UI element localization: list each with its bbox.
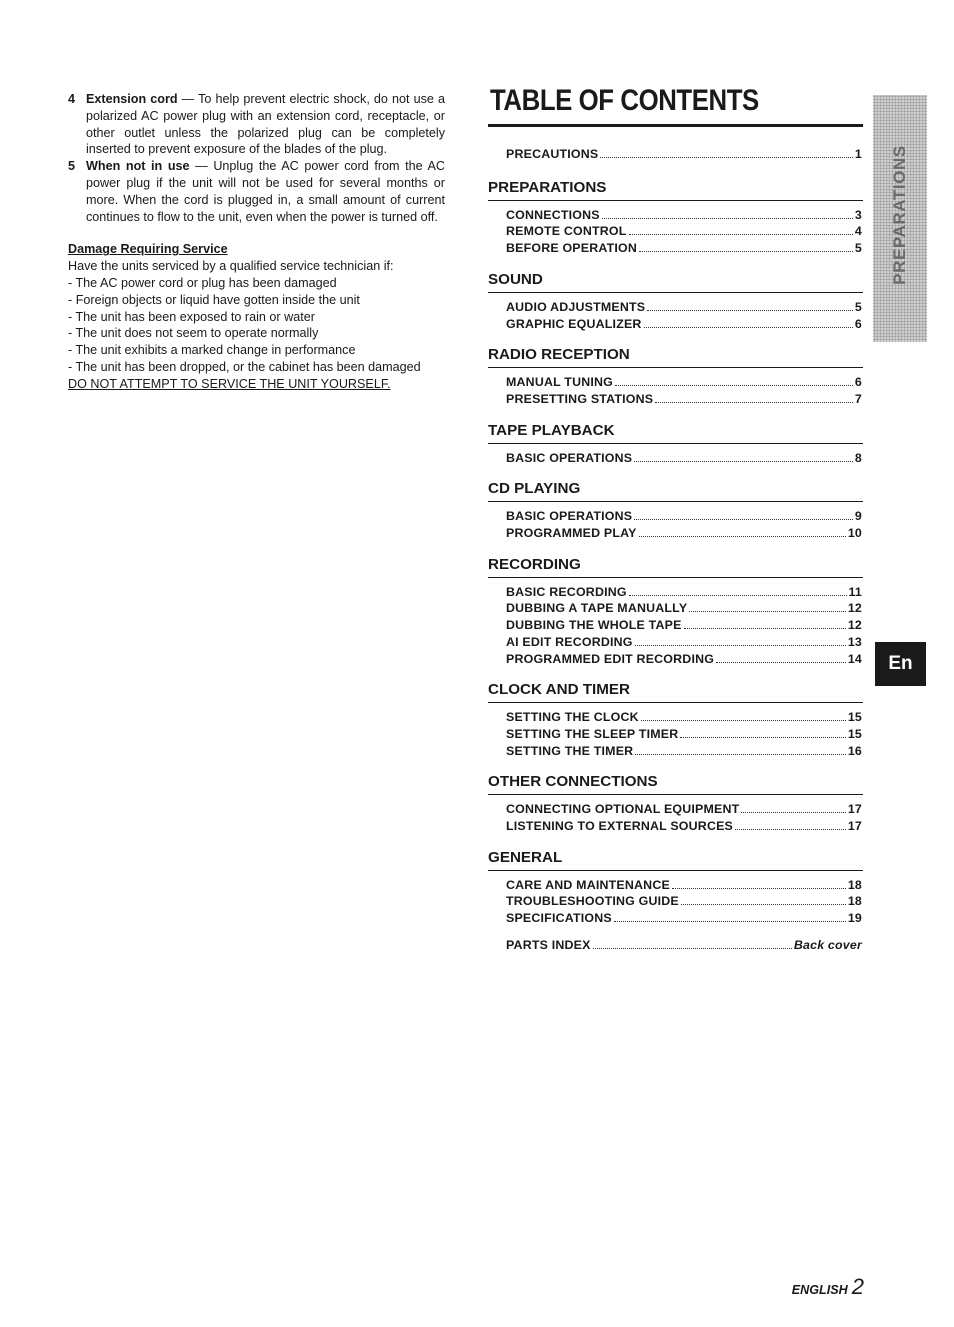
toc-section-tape-playback	[488, 422, 863, 467]
toc-entry-label: PROGRAMMED EDIT RECORDING	[506, 651, 715, 666]
dot-leader	[639, 251, 853, 252]
toc-entry-label: SETTING THE TIMER	[506, 743, 634, 758]
dot-leader	[634, 519, 853, 520]
toc-entry-label: MANUAL TUNING	[506, 375, 613, 390]
item-body	[86, 158, 445, 225]
toc-entry-page: 18	[847, 894, 862, 909]
dot-leader	[614, 921, 846, 922]
toc-entry-page: 5	[854, 241, 862, 256]
toc-section-other-connections	[488, 773, 863, 834]
toc-entry-page: 10	[847, 526, 862, 541]
dot-leader	[684, 628, 846, 629]
toc-entry-label: PRESETTING STATIONS	[506, 391, 654, 406]
dot-leader	[716, 662, 846, 663]
toc-entry-label: SPECIFICATIONS	[506, 911, 612, 926]
item-lead: When not in use	[86, 159, 190, 174]
dot-leader	[635, 754, 846, 755]
toc-entry-page: 15	[847, 726, 862, 741]
toc-section-sound	[488, 271, 863, 332]
toc-entry-page: 19	[847, 911, 862, 926]
dot-leader	[644, 327, 853, 328]
toc-entry-page: 6	[854, 375, 862, 390]
toc-entry[interactable]	[488, 525, 863, 542]
toc-entry-page: 13	[847, 634, 862, 649]
damage-requiring-service	[68, 241, 445, 392]
toc-entry-label: AI EDIT RECORDING	[506, 634, 633, 649]
section-tab-preparations	[873, 95, 927, 342]
toc-entry[interactable]	[488, 617, 863, 634]
toc-entry[interactable]	[488, 651, 863, 668]
dot-leader	[735, 829, 846, 830]
damage-line: - The AC power cord or plug has been damaged	[68, 275, 337, 290]
toc-entry-label: BEFORE OPERATION	[506, 241, 638, 256]
toc-entry-page: 4	[854, 224, 862, 239]
toc-entry-label: TROUBLESHOOTING GUIDE	[506, 894, 679, 909]
dot-leader	[655, 402, 853, 403]
toc-entry-label: CARE AND MAINTENANCE	[506, 877, 670, 892]
toc-entry-page: 3	[854, 207, 862, 222]
section-heading: RECORDING	[488, 556, 863, 578]
toc-entry[interactable]	[488, 223, 863, 240]
toc-entry-label: BASIC OPERATIONS	[506, 450, 633, 465]
toc-entry-page: 1	[854, 147, 862, 161]
toc-entry-page: 12	[847, 601, 862, 616]
toc-entry-label: LISTENING TO EXTERNAL SOURCES	[506, 819, 734, 834]
toc-section-clock-and-timer	[488, 681, 863, 759]
footer-language: ENGLISH	[791, 1283, 848, 1297]
toc-entry-page: Back cover	[793, 937, 862, 952]
toc-entry-label: PARTS INDEX	[506, 937, 591, 952]
toc-section-recording	[488, 556, 863, 668]
item-lead: Extension cord	[86, 92, 178, 106]
toc-entry-label: CONNECTING OPTIONAL EQUIPMENT	[506, 802, 740, 817]
section-heading: CLOCK AND TIMER	[488, 681, 863, 703]
table-of-contents	[488, 146, 863, 968]
dot-leader	[615, 385, 853, 386]
dot-leader	[689, 611, 846, 612]
toc-entry[interactable]	[488, 316, 863, 333]
toc-section-preparations	[488, 179, 863, 257]
toc-entry-page: 5	[854, 299, 862, 314]
item-number: 5	[68, 159, 76, 174]
toc-entry[interactable]	[488, 634, 863, 651]
dot-leader	[641, 720, 846, 721]
toc-entry[interactable]	[488, 391, 863, 408]
toc-entry-page: 7	[854, 391, 862, 406]
dot-leader	[602, 218, 853, 219]
toc-entry[interactable]	[488, 299, 863, 316]
toc-entry-precautions[interactable]	[488, 146, 863, 163]
toc-entry-label: PRECAUTIONS	[506, 147, 599, 161]
item-text: — To help prevent electric shock, do not use a polarized AC power plug with an extension cord, receptacle, or other outlet unless the polarized plug can be completely inserted to prevent exposure of the blades of the plug.	[86, 92, 445, 157]
toc-entry-label: REMOTE CONTROL	[506, 224, 627, 239]
damage-line: - The unit exhibits a marked change in performance	[68, 343, 356, 358]
toc-entry[interactable]	[488, 374, 863, 391]
page-number: 2	[851, 1274, 864, 1299]
safety-notes	[68, 91, 445, 393]
toc-entry-label: BASIC OPERATIONS	[506, 509, 633, 524]
dot-leader	[629, 234, 853, 235]
section-heading: PREPARATIONS	[488, 179, 863, 201]
damage-line: - The unit has been dropped, or the cabinet has been damaged	[68, 359, 421, 374]
toc-entry-label: AUDIO ADJUSTMENTS	[506, 299, 646, 314]
toc-entry[interactable]	[488, 877, 863, 894]
dot-leader	[634, 461, 853, 462]
safety-item-when-not-in-use	[68, 158, 445, 225]
toc-entry-page: 16	[847, 743, 862, 758]
item-text: — Unplug the AC power cord from the AC power plug if the unit will not be used for several months or more. When the cord is plugged in, a small amount of current continues to flow to the unit, even when the power is turned off.	[86, 159, 446, 224]
toc-entry-page: 9	[854, 509, 862, 524]
toc-entry[interactable]	[488, 450, 863, 467]
toc-entry-label: SETTING THE SLEEP TIMER	[506, 726, 679, 741]
toc-entry[interactable]	[488, 801, 863, 818]
language-tab-label: En	[888, 653, 913, 674]
toc-entry-label: PROGRAMMED PLAY	[506, 526, 637, 541]
section-heading: OTHER CONNECTIONS	[488, 773, 863, 795]
item-number: 4	[68, 92, 76, 106]
toc-entry[interactable]	[488, 508, 863, 525]
toc-entry[interactable]	[488, 910, 863, 927]
toc-entry[interactable]	[488, 818, 863, 835]
toc-section-radio-reception	[488, 346, 863, 407]
damage-line: - Foreign objects or liquid have gotten inside the unit	[68, 292, 360, 307]
title-rule	[488, 124, 863, 127]
safety-item-extension-cord	[68, 91, 445, 158]
section-heading: SOUND	[488, 271, 863, 293]
service-warning: DO NOT ATTEMPT TO SERVICE THE UNIT YOURSELF.	[68, 376, 391, 391]
toc-entry-label: BASIC RECORDING	[506, 584, 627, 599]
toc-entry[interactable]	[488, 743, 863, 760]
dot-leader	[681, 904, 846, 905]
section-tab-label: PREPARATIONS	[890, 145, 909, 285]
dot-leader	[647, 310, 853, 311]
item-body	[86, 91, 445, 158]
toc-entry-page: 17	[847, 802, 862, 817]
toc-entry-page: 6	[854, 316, 862, 331]
damage-line: - The unit has been exposed to rain or water	[68, 309, 315, 324]
dot-leader	[672, 888, 846, 889]
section-heading: RADIO RECEPTION	[488, 346, 863, 368]
toc-entry-page: 11	[848, 584, 862, 599]
toc-entry[interactable]	[488, 207, 863, 224]
dot-leader	[680, 737, 845, 738]
dot-leader	[629, 595, 847, 596]
toc-entry[interactable]	[488, 584, 863, 601]
section-heading: CD PLAYING	[488, 480, 863, 502]
toc-entry[interactable]	[488, 600, 863, 617]
language-tab	[875, 642, 926, 686]
dot-leader	[741, 812, 845, 813]
damage-line: - The unit does not seem to operate normally	[68, 326, 319, 341]
toc-entry-label: SETTING THE CLOCK	[506, 710, 639, 725]
toc-section-cd-playing	[488, 480, 863, 541]
toc-entry-page: 18	[847, 877, 862, 892]
toc-section-general	[488, 849, 863, 954]
toc-entry[interactable]	[488, 709, 863, 726]
toc-entry-label: GRAPHIC EQUALIZER	[506, 316, 642, 331]
dot-leader	[600, 157, 853, 158]
dot-leader	[639, 536, 846, 537]
toc-entry[interactable]	[488, 240, 863, 257]
damage-intro: Have the units serviced by a qualified service technician if:	[68, 259, 394, 274]
toc-entry-page: 17	[847, 819, 862, 834]
toc-entry[interactable]	[488, 726, 863, 743]
page-footer	[792, 1274, 864, 1300]
section-heading: TAPE PLAYBACK	[488, 422, 863, 444]
page-title: TABLE OF CONTENTS	[490, 84, 759, 117]
toc-entry[interactable]	[488, 893, 863, 910]
damage-title: Damage Requiring Service	[68, 242, 228, 257]
toc-entry-page: 14	[847, 651, 862, 666]
toc-entry-page: 12	[847, 618, 862, 633]
toc-entry-page: 8	[854, 450, 862, 465]
toc-entry-label: DUBBING A TAPE MANUALLY	[506, 601, 688, 616]
toc-entry-parts-index[interactable]	[488, 937, 863, 954]
section-heading: GENERAL	[488, 849, 863, 871]
toc-entry-page: 15	[847, 710, 862, 725]
toc-entry-label: CONNECTIONS	[506, 207, 600, 222]
toc-entry-label: DUBBING THE WHOLE TAPE	[506, 618, 682, 633]
dot-leader	[635, 645, 846, 646]
dot-leader	[593, 948, 792, 949]
